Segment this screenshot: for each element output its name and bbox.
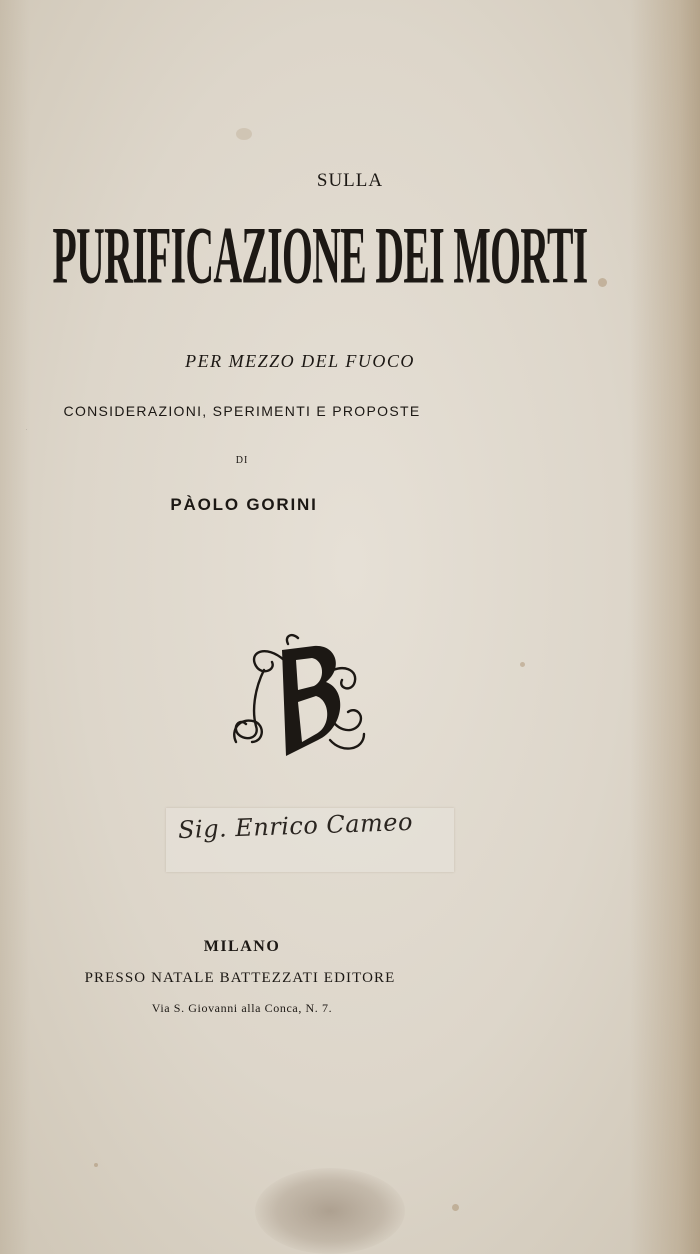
foxing-spot <box>520 662 525 667</box>
foxing-spot <box>236 128 252 140</box>
handwritten-inscription: Sig. Enrico Cameo <box>177 807 414 845</box>
imprint-city: MILANO <box>203 938 281 955</box>
description-line: CONSIDERAZIONI, SPERIMENTI E PROPOSTE <box>63 403 421 419</box>
main-title: PURIFICAZIONE DEI MORTI <box>52 211 588 301</box>
foxing-spot <box>598 278 607 287</box>
imprint-publisher: PRESSO NATALE BATTEZZATI EDITORE <box>84 970 396 986</box>
water-stain <box>255 1168 405 1254</box>
by-word: DI <box>235 455 249 466</box>
foxing-spot <box>452 1204 459 1211</box>
foxing-spot <box>94 1163 98 1167</box>
emblem-letter: B <box>26 430 27 431</box>
preface-word: SULLA <box>316 170 384 191</box>
imprint-address: Via S. Giovanni alla Conca, N. 7. <box>151 1001 333 1015</box>
subtitle: PER MEZZO DEL FUOCO <box>185 351 415 371</box>
author-name: PÀOLO GORINI <box>170 495 318 514</box>
